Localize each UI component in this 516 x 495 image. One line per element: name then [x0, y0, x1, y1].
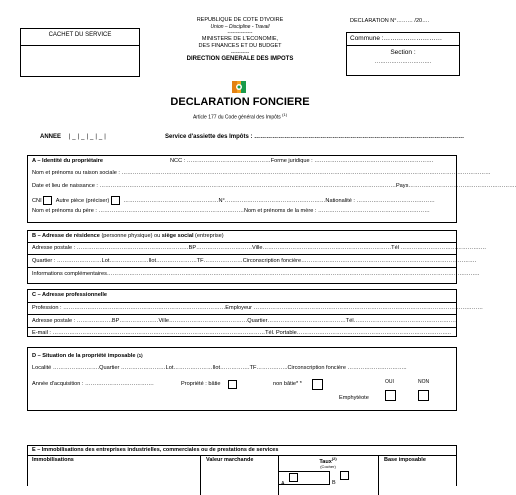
ministry-line-1: MINISTERE DE L'ECONOMIE,: [201, 36, 279, 42]
taux-b-label: B: [332, 480, 336, 486]
section-b-title-normal: (personne physique) ou: [99, 233, 162, 239]
autre-piece-checkbox[interactable]: [111, 196, 120, 205]
autre-piece-field[interactable]: ……………………………………………N°………………………………………………Nationalité : ……………………………………: [123, 197, 435, 204]
col-taux-label: Taux: [319, 458, 332, 465]
annee-row: [40, 134, 108, 141]
direction-label: DIRECTION GENERALE DES IMPOTS: [186, 56, 294, 62]
col-divider-3: [378, 455, 379, 495]
naissance-field[interactable]: Date et lieu de naissance : ……………………………………………………………………………………………………………………………………………Pays………………………………………………….: [32, 183, 516, 189]
commune-box: [346, 32, 460, 76]
section-b-title-bold: B – Adresse de résidence: [32, 233, 100, 239]
section-d: [27, 347, 457, 411]
col-taux-sub: (Cocher): [320, 464, 336, 469]
subtitle-text: Article 177 du Code général des Impôts: [192, 114, 281, 121]
ncc-field[interactable]: NCC : ………………………………………Forme juridique : ……………………………………………………….: [170, 158, 434, 164]
autre-piece-label: Autre pièce (préciser): [55, 197, 110, 204]
emphyteote-label: Emphytéote: [339, 395, 369, 401]
section-b-title-bold-2: siège social: [161, 233, 194, 239]
propriete-batie-label: Propriété : bâtie: [181, 381, 221, 387]
non-batie-checkbox[interactable]: [312, 379, 323, 390]
form-title: DECLARATION FONCIERE: [170, 96, 310, 108]
pro-adresse-field[interactable]: Adresse postale : ……………….BP…………………Ville……………………………………Quartier……………………………………Tél………………………………………………..: [32, 318, 458, 324]
section-b-divider-3: [28, 267, 456, 268]
ministry-line-2: DES FINANCES ET DU BUDGET: [198, 43, 282, 49]
declaration-number[interactable]: DECLARATION N°……… /20….: [350, 18, 430, 24]
taux-b-cell: [330, 471, 378, 486]
annee-label: ANNEE: [40, 134, 62, 140]
section-a: [27, 155, 516, 223]
col-taux-ref: (2): [331, 456, 337, 461]
taux-a-label: A: [281, 481, 285, 487]
section-a-title: A – Identité du propriétaire: [32, 158, 103, 164]
section-e-divider: [28, 455, 456, 456]
taux-a-cell: [278, 471, 330, 485]
commune-divider: [347, 45, 459, 46]
section-e: [27, 445, 457, 486]
section-c-title: C – Adresse professionnelle: [32, 292, 108, 298]
section-label: Section :: [390, 49, 416, 56]
localite-field[interactable]: Localité …………………….Quartier ……………………Lot…………………Ilot…………….TF……………..Circonscription foncière …………………………..: [32, 365, 407, 371]
residence-infos-field[interactable]: Informations complémentaires………………………………………………………………………………………………………………………………………………………………………………..: [32, 271, 480, 277]
residence-adresse-field[interactable]: Adresse postale : ……………………………………………………BP…………………………Ville……………………………………………………………Tél ……………………………………….: [32, 245, 486, 251]
section-c: [27, 289, 483, 337]
cni-label: CNI: [32, 197, 42, 204]
email-field[interactable]: E-mail : ……………………………………………………………………………………………………Tél. Portable………………………………………………………………………..: [32, 330, 451, 336]
profession-field[interactable]: Profession : ……………………………………………………………………………Employeur ……………………………………………………………………………………………………………: [32, 305, 483, 311]
section-c-divider-2: [28, 314, 456, 315]
section-b-divider-1: [28, 242, 456, 243]
cni-row: [32, 196, 452, 205]
emphyteote-non-checkbox[interactable]: [418, 390, 429, 401]
residence-quartier-field[interactable]: Quartier : ……………………Lot…………………Ilot………………….TF…………………Circonscription foncière………………………………………………………………………………….: [32, 258, 477, 264]
dgi-logo: [232, 80, 246, 92]
section-e-title: E – Immobilisations des entreprises industrielles, commerciales ou de prestations de services: [32, 447, 279, 453]
section-c-divider-1: [28, 302, 456, 303]
subtitle-ref: (1): [282, 112, 288, 117]
cachet-box: [20, 28, 140, 77]
col-divider-1: [200, 455, 201, 495]
emphyteote-oui-checkbox[interactable]: [385, 390, 396, 401]
annee-boxes[interactable]: |_|_|_|_|: [68, 134, 108, 140]
taux-b-checkbox[interactable]: [340, 471, 349, 480]
section-d-title-ref: (1): [137, 353, 143, 358]
oui-label: OUI: [385, 379, 394, 385]
motto-rule: ---------------: [227, 30, 253, 36]
section-b-title: [32, 233, 224, 240]
cachet-label: CACHET DU SERVICE: [48, 32, 112, 38]
section-d-title: [32, 352, 143, 360]
parents-field[interactable]: Nom et prénoms du père : ……………………………………………………………………Nom et prénoms de la mère : ……………………………………………………: [32, 208, 430, 214]
non-label: NON: [418, 379, 430, 385]
batie-checkbox[interactable]: [228, 380, 237, 389]
commune-field[interactable]: Commune :………………………: [350, 35, 443, 42]
section-c-divider-3: [28, 327, 456, 328]
section-b-divider-2: [28, 254, 456, 255]
section-b-title-normal-2: (entreprise): [193, 233, 224, 239]
annee-acquisition-field[interactable]: Année d'acquisition : ……………………………….: [32, 381, 154, 387]
nom-field[interactable]: Nom et prénoms ou raison sociale : ………………………………………………………………………………………………………………………………………………………………………………: [32, 170, 491, 176]
cni-checkbox[interactable]: [43, 196, 52, 205]
section-b: [27, 230, 486, 284]
taux-a-checkbox[interactable]: [289, 473, 298, 482]
col-base-imposable: Base imposable: [384, 457, 426, 463]
ministry-rule: -----------: [230, 50, 250, 56]
col-valeur-marchande: Valeur marchande: [206, 457, 254, 463]
header-center: [150, 17, 330, 63]
section-d-title-text: D – Situation de la propriété imposable: [32, 353, 136, 359]
service-assiette-field[interactable]: Service d'assiette des Impôts : ……………………………………………………………………………………………: [165, 134, 465, 140]
col-immobilisations: Immobilisations: [32, 457, 74, 463]
cachet-divider: [21, 45, 139, 46]
dgi-logo-icon: [232, 81, 246, 93]
motto: Union – Discipline - Travail: [210, 24, 270, 30]
section-field[interactable]: ………………………….: [374, 59, 432, 65]
form-subtitle: [150, 112, 330, 121]
republic-label: REPUBLIQUE DE COTE D'IVOIRE: [196, 17, 284, 23]
non-batie-label: non bâtie* *: [273, 381, 302, 387]
